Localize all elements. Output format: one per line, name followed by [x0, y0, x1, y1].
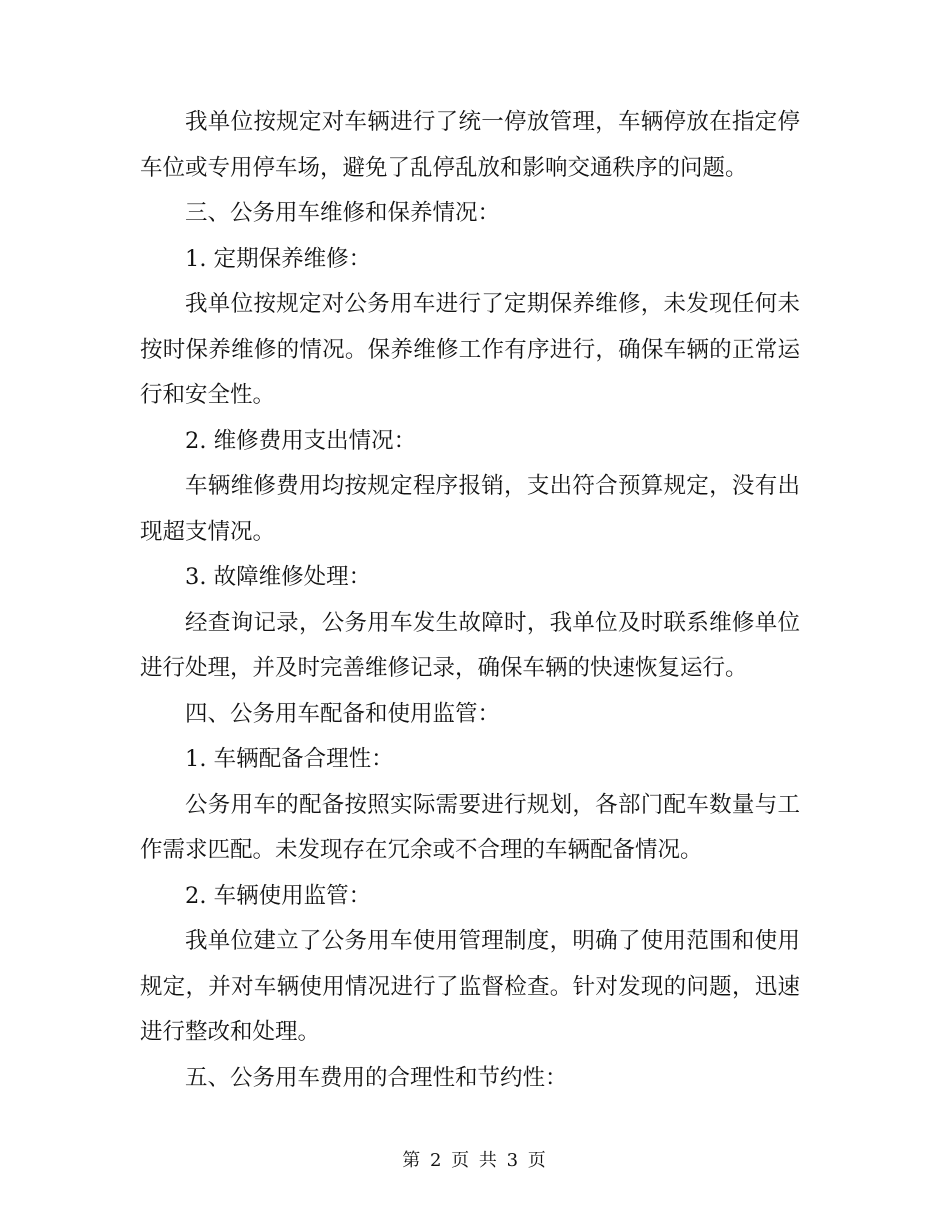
- heading-section-three: 三、公务用车维修和保养情况：: [185, 200, 501, 226]
- paragraph-usage-supervision: 我单位建立了公务用车使用管理制度，明确了使用范围和使用规定，并对车辆使用情况进行了监督检查。针对发现的问题，迅速进行整改和处理。: [140, 928, 800, 1045]
- paragraph-regular-maintenance: 我单位按规定对公务用车进行了定期保养维修，未发现任何未按时保养维修的情况。保养维修工作有序进行，确保车辆的正常运行和安全性。: [140, 291, 800, 408]
- paragraph-repair-costs: 车辆维修费用均按规定程序报销，支出符合预算规定，没有出现超支情况。: [140, 473, 800, 545]
- subheading-usage-supervision: 2. 车辆使用监管：: [185, 882, 372, 909]
- paragraph-parking-management: 我单位按规定对车辆进行了统一停放管理，车辆停放在指定停车位或专用停车场，避免了乱停乱放和影响交通秩序的问题。: [140, 109, 800, 181]
- heading-section-five: 五、公务用车费用的合理性和节约性：: [185, 1064, 568, 1091]
- subheading-repair-costs: 2. 维修费用支出情况：: [185, 427, 417, 454]
- paragraph-fault-repair: 经查询记录，公务用车发生故障时，我单位及时联系维修单位进行处理，并及时完善维修记录，确保车辆的快速恢复运行。: [140, 609, 800, 681]
- document-body: [140, 100, 800, 1101]
- subheading-fault-repair: 3. 故障维修处理：: [185, 564, 372, 590]
- heading-section-four: 四、公务用车配备和使用监管：: [185, 700, 501, 727]
- paragraph-allocation: 公务用车的配备按照实际需要进行规划，各部门配车数量与工作需求匹配。未发现存在冗余或不合理的车辆配备情况。: [140, 791, 800, 863]
- page-number: 第 2 页 共 3 页: [402, 1150, 548, 1171]
- subheading-allocation: 1. 车辆配备合理性：: [185, 746, 394, 772]
- subheading-regular-maintenance: 1. 定期保养维修：: [185, 245, 372, 272]
